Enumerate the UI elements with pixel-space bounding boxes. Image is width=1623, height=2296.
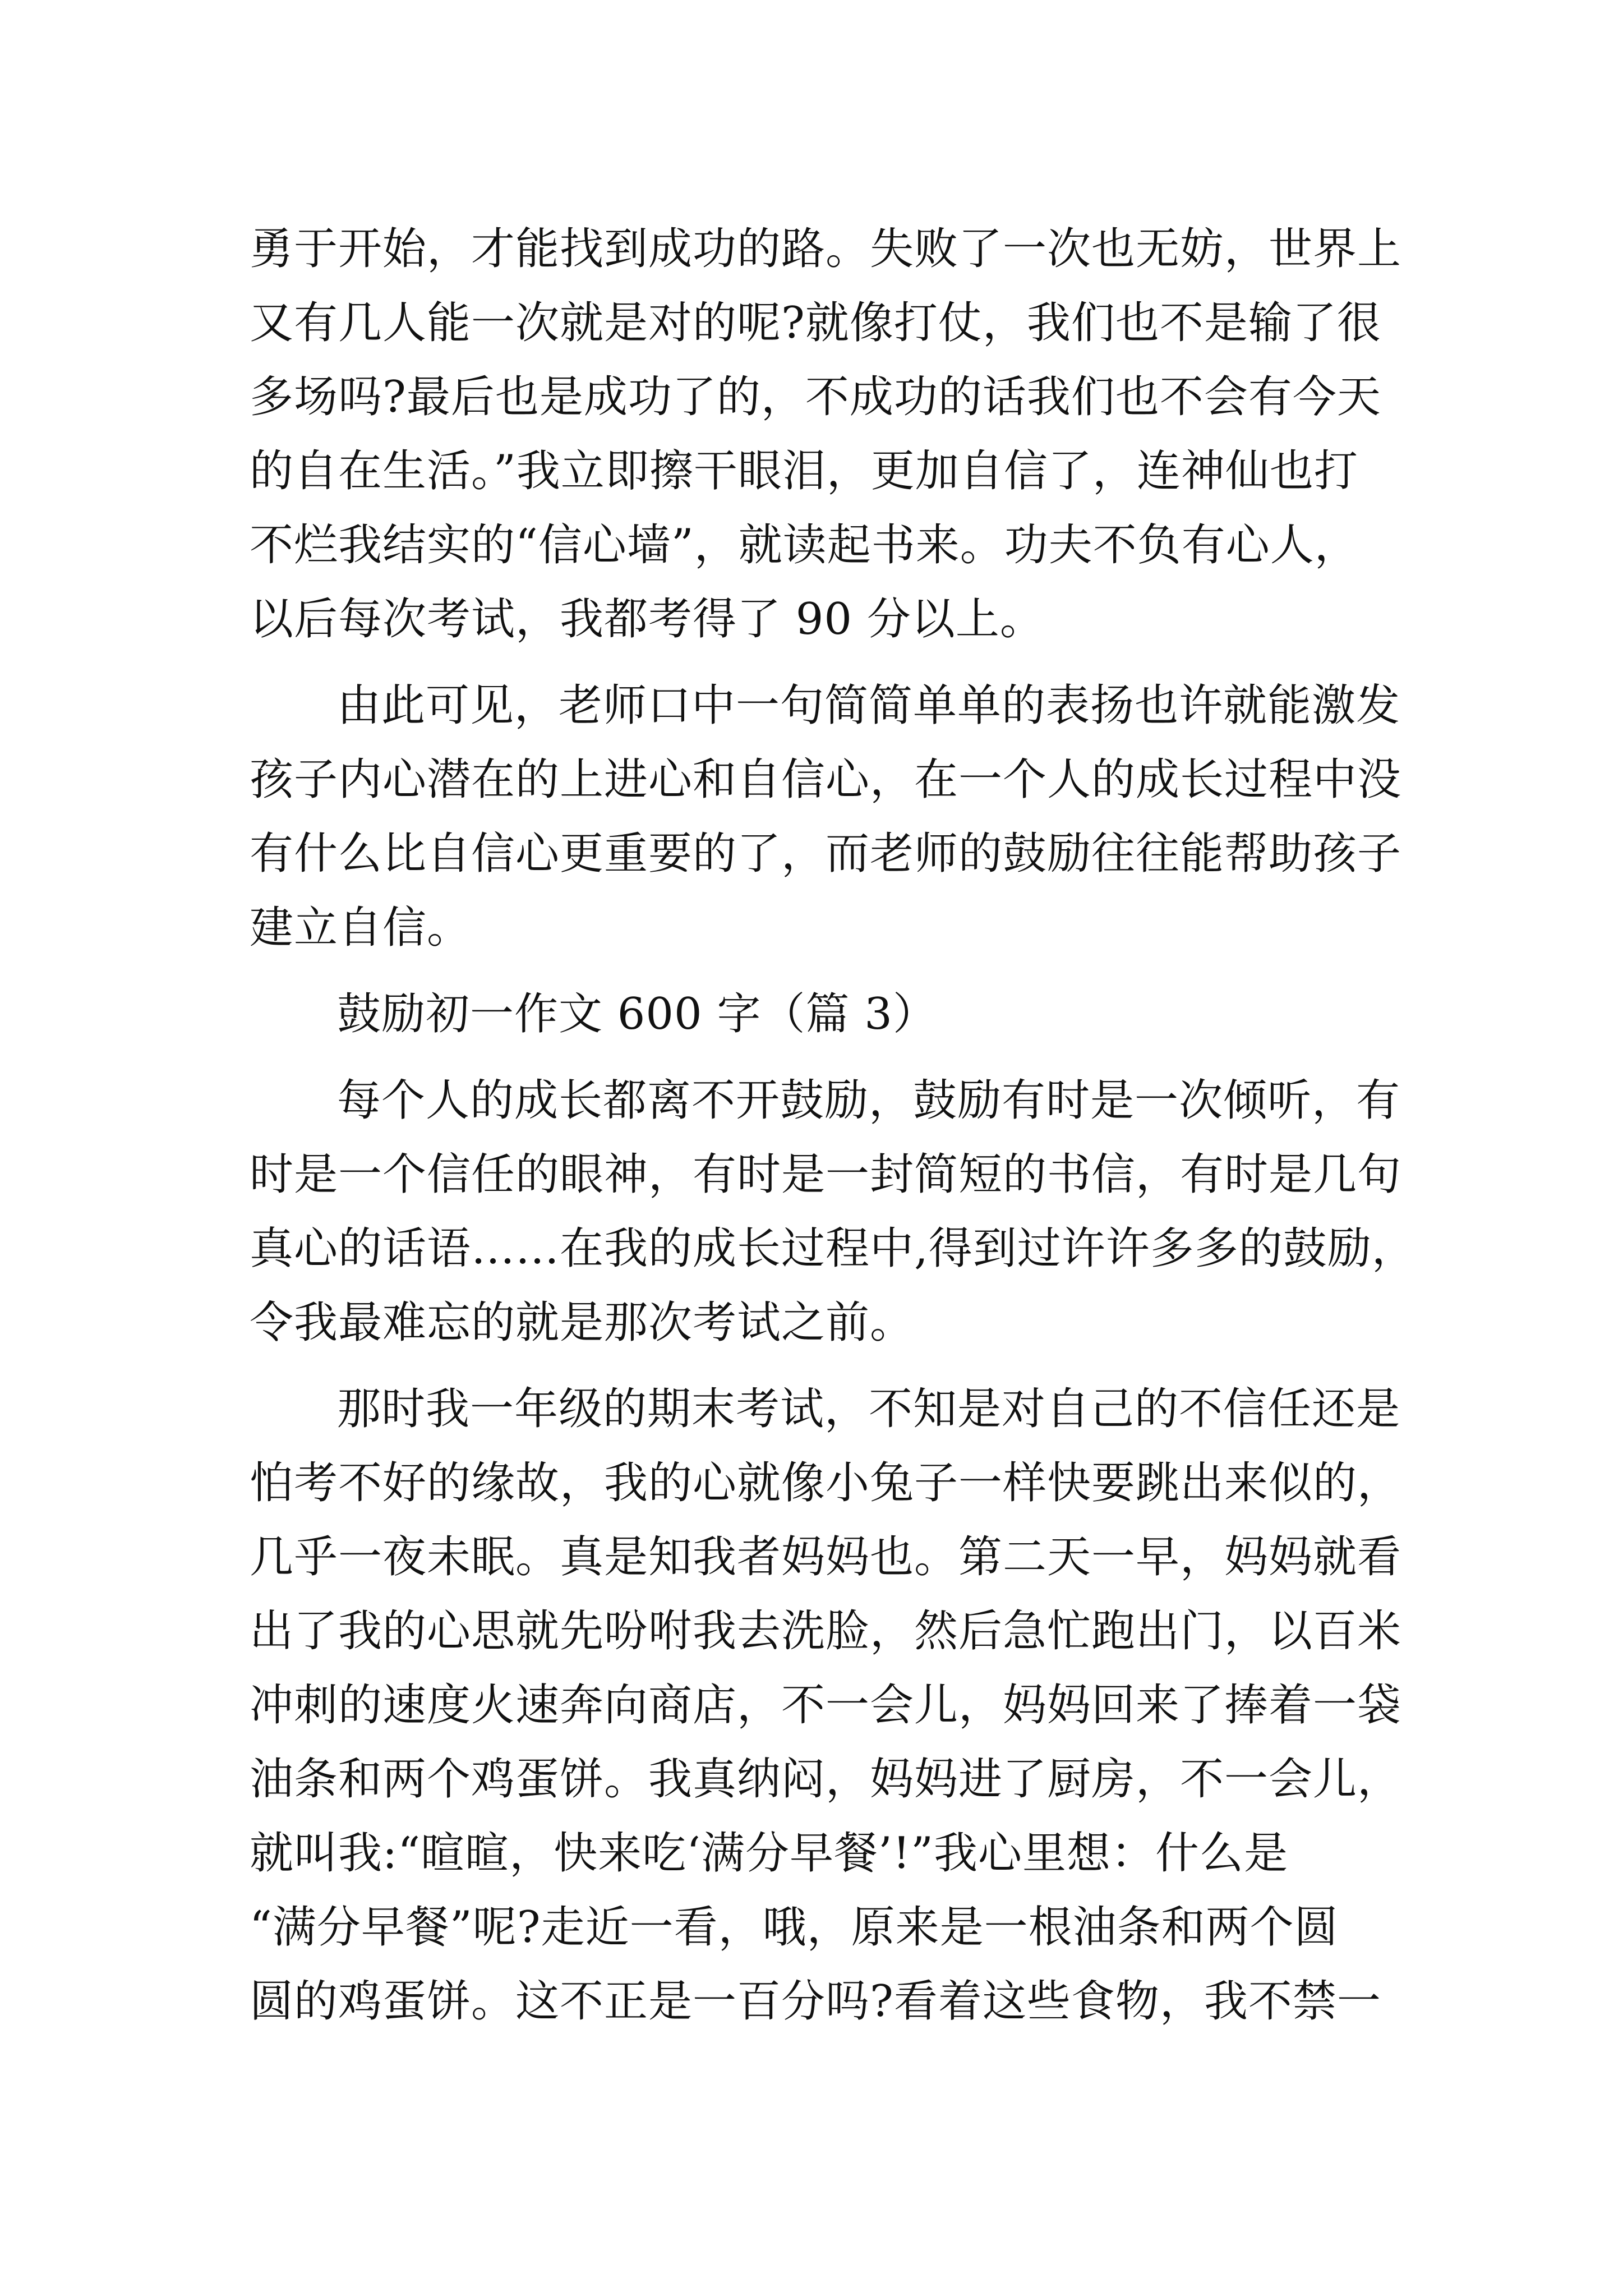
paragraph-3 [250,1064,1416,1360]
paragraph-line: 以后每次考试，我都考得了 90 分以上。 [250,594,1044,645]
document-body [250,212,1416,2039]
paragraph-line: 令我最难忘的就是那次考试之前。 [250,1297,915,1348]
paragraph-4 [250,1372,1402,2039]
paragraph-line: 就叫我:“暄暄，快来吃‘满分早餐’!”我心里想：什么是 [250,1828,1288,1879]
paragraph-line: 勇于开始，才能找到成功的路。失败了一次也无妨，世界上 [250,224,1402,274]
paragraph-line: 孩子内心潜在的上进心和自信心，在一个人的成长过程中没 [250,754,1402,805]
section-heading: 鼓励初一作文 600 字（篇 3） [337,989,937,1039]
paragraph-line: 油条和两个鸡蛋饼。我真纳闷，妈妈进了厨房，不一会儿， [250,1754,1402,1805]
paragraph-line: 时是一个信任的眼神，有时是一封简短的书信，有时是几句 [250,1149,1402,1200]
paragraph-line: “满分早餐”呢?走近一看，哦，原来是一根油条和两个圆 [250,1902,1339,1953]
paragraph-line: 那时我一年级的期末考试，不知是对自己的不信任还是 [337,1384,1401,1434]
paragraph-1 [250,212,1402,656]
paragraph-line: 又有几人能一次就是对的呢?就像打仗，我们也不是输了很 [250,298,1381,348]
paragraph-line: 几乎一夜未眠。真是知我者妈妈也。第二天一早，妈妈就看 [250,1532,1402,1582]
paragraph-line: 圆的鸡蛋饼。这不正是一百分吗?看着这些食物，我不禁一 [250,1976,1381,2027]
paragraph-line: 怕考不好的缘故，我的心就像小兔子一样快要跳出来似的， [250,1458,1402,1508]
paragraph-line: 每个人的成长都离不开鼓励，鼓励有时是一次倾听，有 [337,1075,1401,1126]
paragraph-line: 冲刺的速度火速奔向商店，不一会儿，妈妈回来了捧着一袋 [250,1680,1402,1731]
paragraph-line: 的自在生活。”我立即擦干眼泪，更加自信了，连神仙也打 [250,446,1358,496]
paragraph-line: 有什么比自信心更重要的了，而老师的鼓励往往能帮助孩子 [250,829,1402,879]
paragraph-line: 出了我的心思就先吩咐我去洗脸，然后急忙跑出门，以百米 [250,1606,1402,1657]
paragraph-line: 建立自信。 [250,903,472,953]
paragraph-line: 由此可见，老师口中一句简简单单的表扬也许就能激发 [337,680,1401,731]
paragraph-line: 多场吗?最后也是成功了的，不成功的话我们也不会有今天 [250,372,1381,422]
paragraph-2 [250,669,1402,965]
paragraph-line: 不烂我结实的“信心墙”，就读起书来。功夫不负有心人， [250,520,1359,570]
paragraph-line: 真心的话语……在我的成长过程中,得到过许许多多的鼓励， [250,1223,1416,1274]
